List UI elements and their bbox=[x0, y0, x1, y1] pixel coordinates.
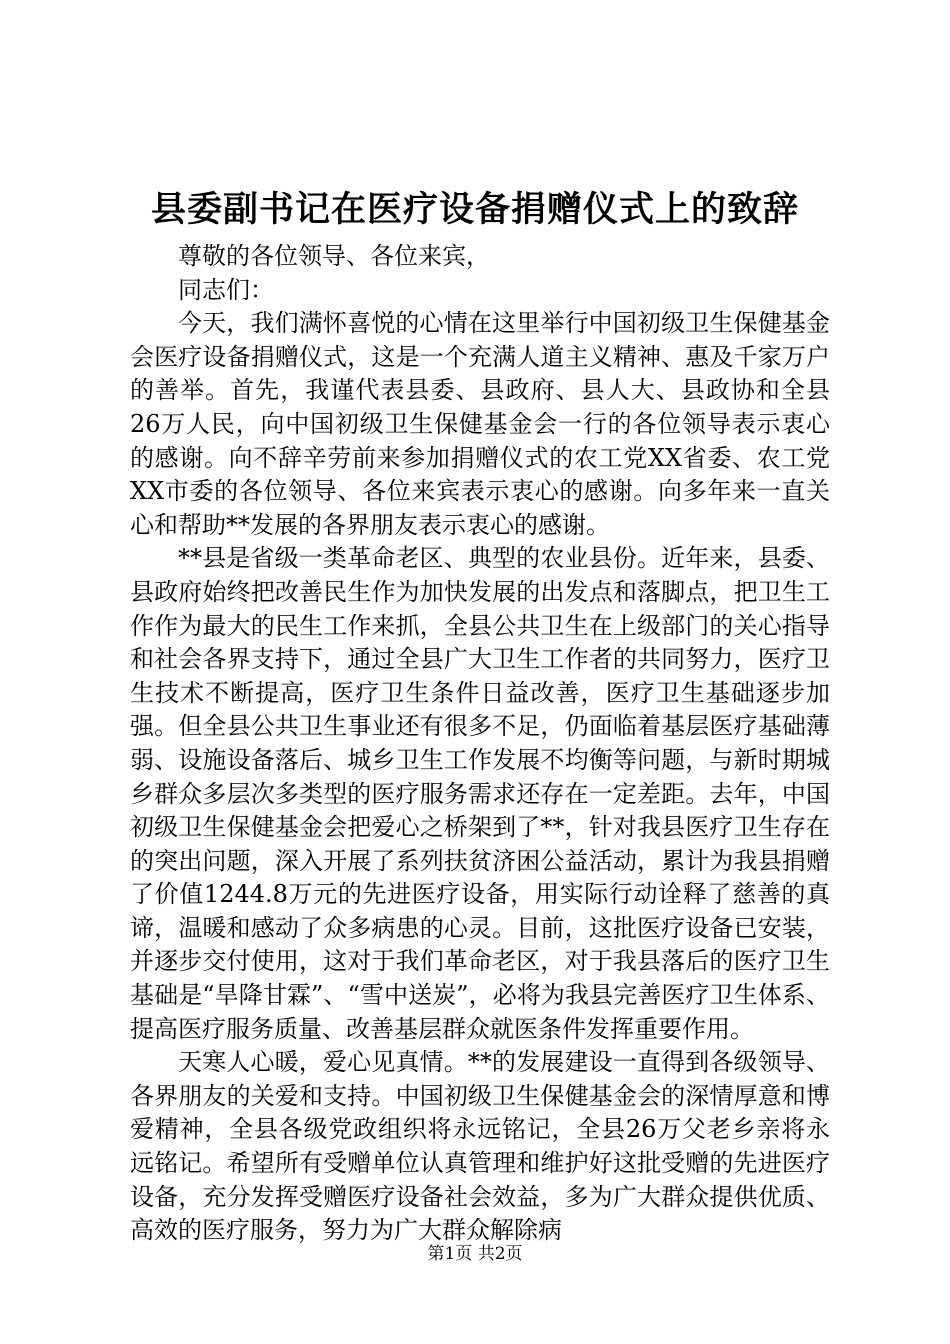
greeting-line-2: 同志们： bbox=[178, 275, 274, 304]
page-number-footer: 第1页 共2页 bbox=[427, 1244, 523, 1264]
greeting-line-1: 尊敬的各位领导、各位来宾， bbox=[178, 242, 490, 270]
document-body bbox=[130, 240, 830, 1248]
paragraph-2: **县是省级一类革命老区、典型的农业县份。近年来，县委、县政府始终把改善民生作为加快发展的出发点和落脚点，把卫生工作作为最大的民生工作来抓，全县公共卫生在上级部门的关心指导和社会各界支持下，通过全县广大卫生工作者的共同努力，医疗卫生技术不断提高，医疗卫生条件日益改善，医疗卫生基础逐步加强。但全县公共卫生事业还有很多不足，仍面临着基层医疗基础薄弱、设施设备落后、城乡卫生工作发展不均衡等问题，与新时期城乡群众多层次多类型的医疗服务需求还存在一定差距。去年，中国初级卫生保健基金会把爱心之桥架到了**，针对我县医疗卫生存在的突出问题，深入开展了系列扶贫济困公益活动，累计为我县捐赠了价值1244.8万元的先进医疗设备，用实际行动诠释了慈善的真谛，温暖和感动了众多病患的心灵。目前，这批医疗设备已安装，并逐步交付使用，这对于我们革命老区，对于我县落后的医疗卫生基础是“旱降甘霖”、“雪中送炭”，必将为我县完善医疗卫生体系、提高医疗服务质量、改善基层群众就医条件发挥重要作用。 bbox=[130, 544, 830, 1043]
paragraph-1: 今天，我们满怀喜悦的心情在这里举行中国初级卫生保健基金会医疗设备捐赠仪式，这是一个充满人道主义精神、惠及千家万户的善举。首先，我谨代表县委、县政府、县人大、县政协和全县26万人民，向中国初级卫生保健基金会一行的各位领导表示衷心的感谢。向不辞辛劳前来参加捐赠仪式的农工党XX省委、农工党XX市委的各位领导、各位来宾表示衷心的感谢。向多年来一直关心和帮助**发展的各界朋友表示衷心的感谢。 bbox=[130, 309, 830, 539]
document-title: 县委副书记在医疗设备捐赠仪式上的致辞 bbox=[150, 189, 799, 230]
paragraph-3: 天寒人心暖，爱心见真情。**的发展建设一直得到各级领导、各界朋友的关爱和支持。中国初级卫生保健基金会的深情厚意和博爱精神，全县各级党政组织将永远铭记，全县26万父老乡亲将永远铭记。希望所有受赠单位认真管理和维护好这批受赠的先进医疗设备，充分发挥受赠医疗设备社会效益，多为广大群众提供优质、高效的医疗服务，努力为广大群众解除病 bbox=[130, 1048, 830, 1245]
